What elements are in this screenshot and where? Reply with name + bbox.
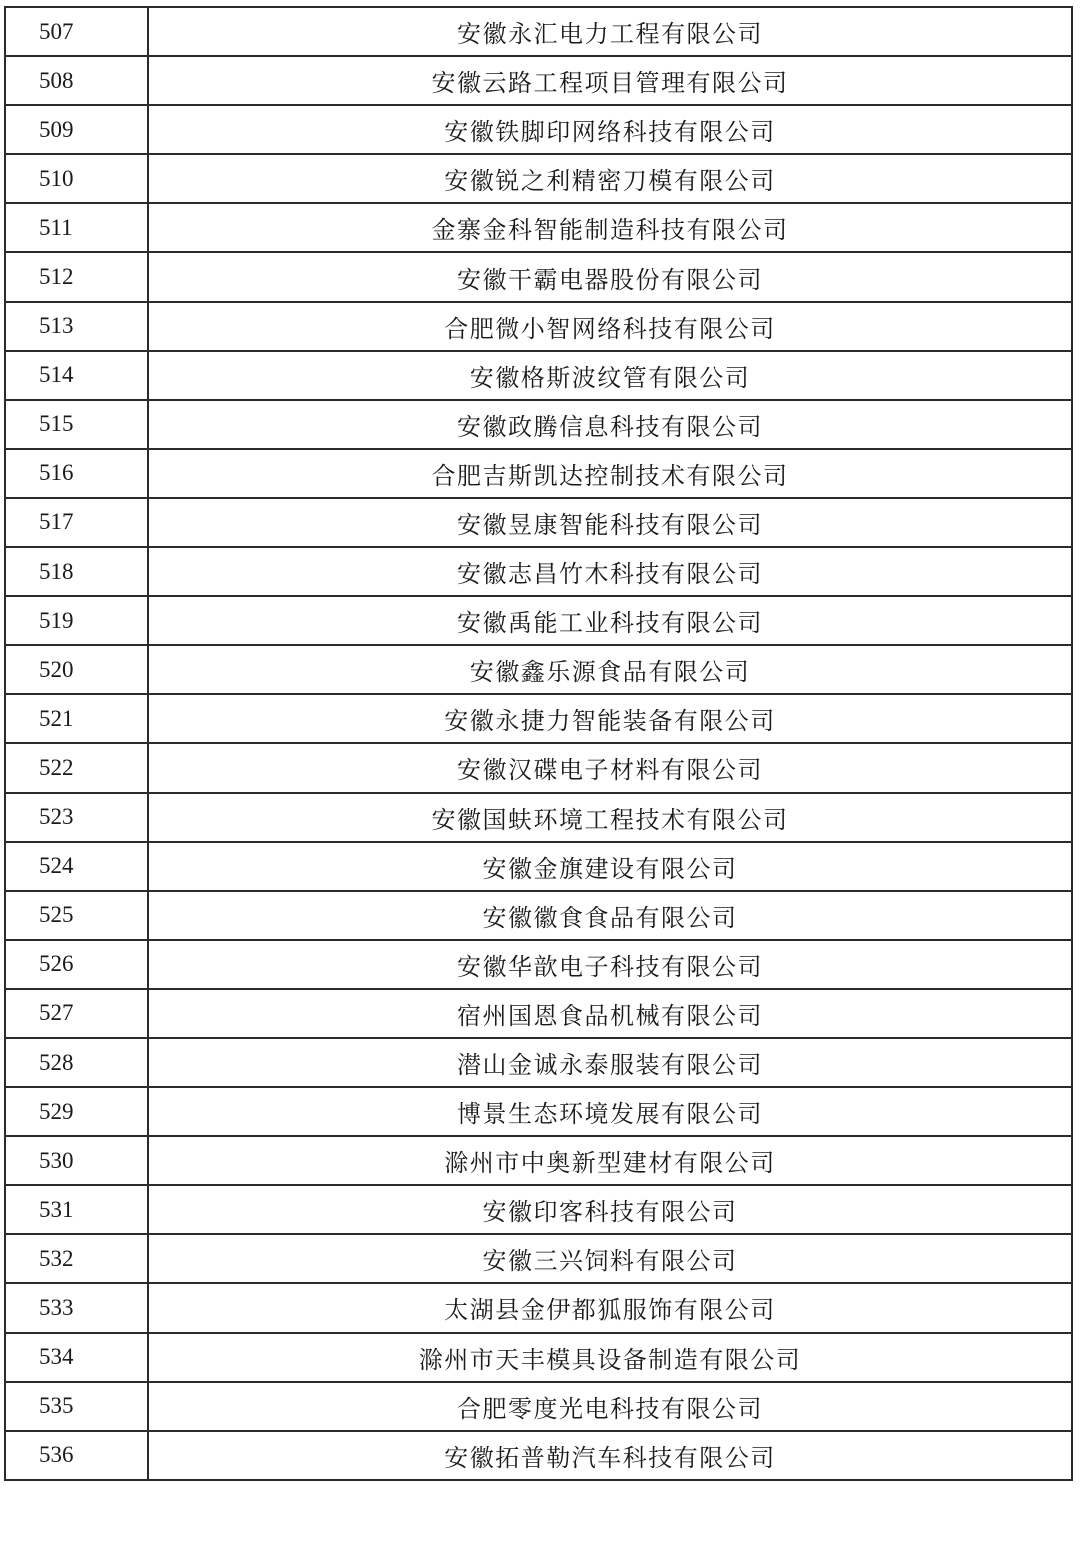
table-row [5,1382,1072,1431]
row-number-cell: 529 [5,1087,148,1136]
row-number-cell: 521 [5,694,148,743]
row-number-cell: 530 [5,1136,148,1185]
table-row [5,1185,1072,1234]
table-row [5,1234,1072,1283]
company-name-cell: 安徽拓普勒汽车科技有限公司 [148,1431,1072,1480]
company-name-cell: 安徽志昌竹木科技有限公司 [148,547,1072,596]
company-name-cell: 太湖县金伊都狐服饰有限公司 [148,1283,1072,1332]
company-name-cell: 安徽禹能工业科技有限公司 [148,596,1072,645]
row-number-cell: 526 [5,940,148,989]
company-name-cell: 安徽汉碟电子材料有限公司 [148,743,1072,792]
row-number-cell: 527 [5,989,148,1038]
table-row [5,1136,1072,1185]
company-name-cell: 博景生态环境发展有限公司 [148,1087,1072,1136]
table-row [5,7,1072,56]
company-name-cell: 合肥零度光电科技有限公司 [148,1382,1072,1431]
table-row [5,203,1072,252]
table-row [5,891,1072,940]
company-name-cell: 安徽国蚨环境工程技术有限公司 [148,793,1072,842]
row-number-cell: 509 [5,105,148,154]
table-row [5,154,1072,203]
row-number-cell: 533 [5,1283,148,1332]
company-name-cell: 合肥吉斯凯达控制技术有限公司 [148,449,1072,498]
company-name-cell: 安徽印客科技有限公司 [148,1185,1072,1234]
company-name-cell: 滁州市中奥新型建材有限公司 [148,1136,1072,1185]
company-name-cell: 安徽鑫乐源食品有限公司 [148,645,1072,694]
row-number-cell: 508 [5,56,148,105]
company-name-cell: 合肥微小智网络科技有限公司 [148,302,1072,351]
table-row [5,1038,1072,1087]
row-number-cell: 507 [5,7,148,56]
table-row [5,1283,1072,1332]
table-row [5,56,1072,105]
row-number-cell: 524 [5,842,148,891]
company-name-cell: 安徽华歆电子科技有限公司 [148,940,1072,989]
company-list-table [4,6,1073,1481]
company-name-cell: 安徽锐之利精密刀模有限公司 [148,154,1072,203]
row-number-cell: 525 [5,891,148,940]
table-row [5,105,1072,154]
row-number-cell: 515 [5,400,148,449]
table-row [5,498,1072,547]
row-number-cell: 517 [5,498,148,547]
table-row [5,449,1072,498]
company-name-cell: 安徽干霸电器股份有限公司 [148,252,1072,301]
row-number-cell: 522 [5,743,148,792]
row-number-cell: 528 [5,1038,148,1087]
row-number-cell: 516 [5,449,148,498]
row-number-cell: 514 [5,351,148,400]
row-number-cell: 520 [5,645,148,694]
row-number-cell: 510 [5,154,148,203]
table-row [5,743,1072,792]
table-row [5,1333,1072,1382]
company-name-cell: 安徽政腾信息科技有限公司 [148,400,1072,449]
row-number-cell: 518 [5,547,148,596]
table-row [5,1087,1072,1136]
row-number-cell: 535 [5,1382,148,1431]
row-number-cell: 513 [5,302,148,351]
company-name-cell: 安徽徽食食品有限公司 [148,891,1072,940]
table-row [5,302,1072,351]
table-row [5,351,1072,400]
table-row [5,1431,1072,1480]
table-row [5,645,1072,694]
company-name-cell: 安徽永捷力智能装备有限公司 [148,694,1072,743]
company-name-cell: 潜山金诚永泰服装有限公司 [148,1038,1072,1087]
table-row [5,252,1072,301]
table-row [5,793,1072,842]
table-row [5,940,1072,989]
company-name-cell: 安徽格斯波纹管有限公司 [148,351,1072,400]
table-body [5,7,1072,1480]
row-number-cell: 536 [5,1431,148,1480]
row-number-cell: 534 [5,1333,148,1382]
company-name-cell: 安徽铁脚印网络科技有限公司 [148,105,1072,154]
company-name-cell: 安徽永汇电力工程有限公司 [148,7,1072,56]
table-row [5,596,1072,645]
company-name-cell: 安徽金旗建设有限公司 [148,842,1072,891]
row-number-cell: 512 [5,252,148,301]
company-name-cell: 滁州市天丰模具设备制造有限公司 [148,1333,1072,1382]
table-row [5,400,1072,449]
row-number-cell: 523 [5,793,148,842]
table-row [5,842,1072,891]
company-name-cell: 金寨金科智能制造科技有限公司 [148,203,1072,252]
company-name-cell: 宿州国恩食品机械有限公司 [148,989,1072,1038]
row-number-cell: 519 [5,596,148,645]
company-name-cell: 安徽三兴饲料有限公司 [148,1234,1072,1283]
row-number-cell: 511 [5,203,148,252]
row-number-cell: 532 [5,1234,148,1283]
table-row [5,694,1072,743]
company-list-table-container [4,6,1073,1481]
company-name-cell: 安徽云路工程项目管理有限公司 [148,56,1072,105]
table-row [5,547,1072,596]
row-number-cell: 531 [5,1185,148,1234]
company-name-cell: 安徽昱康智能科技有限公司 [148,498,1072,547]
table-row [5,989,1072,1038]
